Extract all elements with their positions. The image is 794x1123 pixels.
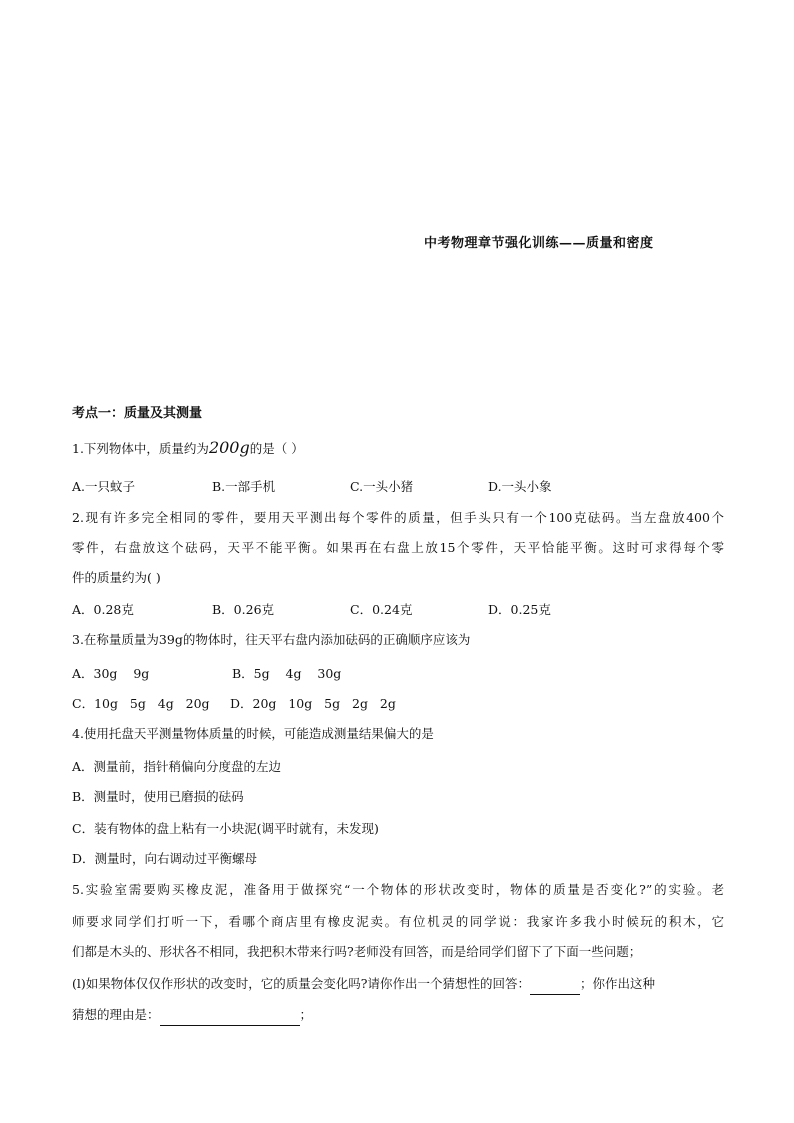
q3-stem: 3.在称量质量为39g的物体时，往天平右盘内添加砝码的正确顺序应该为 — [72, 632, 471, 647]
question-1-stem — [72, 438, 724, 459]
q2-option-d: D．0.25克 — [488, 602, 551, 617]
q5-line4-post: ；你作出这种 — [579, 976, 655, 991]
q2-stem-line1: 2.现有许多完全相同的零件，要用天平测出每个零件的质量，但手头只有一个100克砝码。当左盘放400个 — [72, 510, 724, 525]
section-heading: 考点一：质量及其测量 — [72, 406, 203, 421]
q5-stem-line2: 师要求同学们打听一下，看哪个商店里有橡皮泥卖。有位机灵的同学说：我家许多我小时候玩的积木，它 — [72, 914, 724, 929]
q2-stem-line2: 零件，右盘放这个砝码，天平不能平衡。如果再在右盘上放15个零件，天平恰能平衡。这时可求得每个零 — [72, 540, 724, 555]
q3-option-c: C．10g 5g 4g 20g — [72, 696, 210, 711]
q1-option-c: C.一头小猪 — [350, 479, 414, 494]
q2-option-b: B．0.26克 — [212, 602, 275, 617]
q2-option-a: A．0.28克 — [72, 602, 134, 617]
q4-stem: 4.使用托盘天平测量物体质量的时候，可能造成测量结果偏大的是 — [72, 726, 434, 741]
q3-option-d: D．20g 10g 5g 2g 2g — [230, 696, 396, 711]
page-title: 中考物理章节强化训练——质量和密度 — [424, 236, 654, 251]
q1-stem-post: 的是（ ） — [249, 441, 304, 456]
q5-stem-line1: 5.实验室需要购买橡皮泥，准备用于做探究“一个物体的形状改变时，物体的质量是否变化?”的实验。老 — [72, 882, 724, 897]
q5-stem-line3: 们都是木头的、形状各不相同，我把积木带来行吗?老师没有回答，而是给同学们留下了下面一些问题； — [72, 944, 642, 959]
q1-option-a: A.一只蚊子 — [72, 479, 136, 494]
q5-line4-pre: (l)如果物体仅仅作形状的改变时，它的质量会变化吗?请你作出一个猜想性的回答： — [72, 976, 530, 991]
q1-math: 200g — [208, 438, 250, 457]
q4-option-c: C．装有物体的盘上粘有一小块泥(调平时就有，未发现) — [72, 821, 379, 836]
q5-answer-blank-1[interactable] — [530, 974, 580, 995]
q5-line5-post: ； — [299, 1007, 313, 1022]
q5-stem-line4 — [72, 974, 724, 995]
q5-line5-pre: 猜想的理由是： — [72, 1007, 160, 1022]
q4-option-b: B．测量时，使用已磨损的砝码 — [72, 789, 244, 804]
q5-answer-blank-2[interactable] — [160, 1005, 300, 1026]
q2-option-c: C．0.24克 — [350, 602, 413, 617]
q1-option-b: B.一部手机 — [212, 479, 276, 494]
q2-stem-line3: 件的质量约为( ) — [72, 570, 161, 585]
q1-stem-pre: 1.下列物体中，质量约为 — [72, 441, 209, 456]
q4-option-a: A．测量前，指针稍偏向分度盘的左边 — [72, 759, 282, 774]
q3-option-a: A．30g 9g — [72, 666, 150, 681]
q5-stem-line5 — [72, 1005, 724, 1026]
q3-option-b: B．5g 4g 30g — [232, 666, 342, 681]
q4-option-d: D．测量时，向右调动过平衡螺母 — [72, 851, 258, 866]
q1-option-d: D.一头小象 — [488, 479, 552, 494]
